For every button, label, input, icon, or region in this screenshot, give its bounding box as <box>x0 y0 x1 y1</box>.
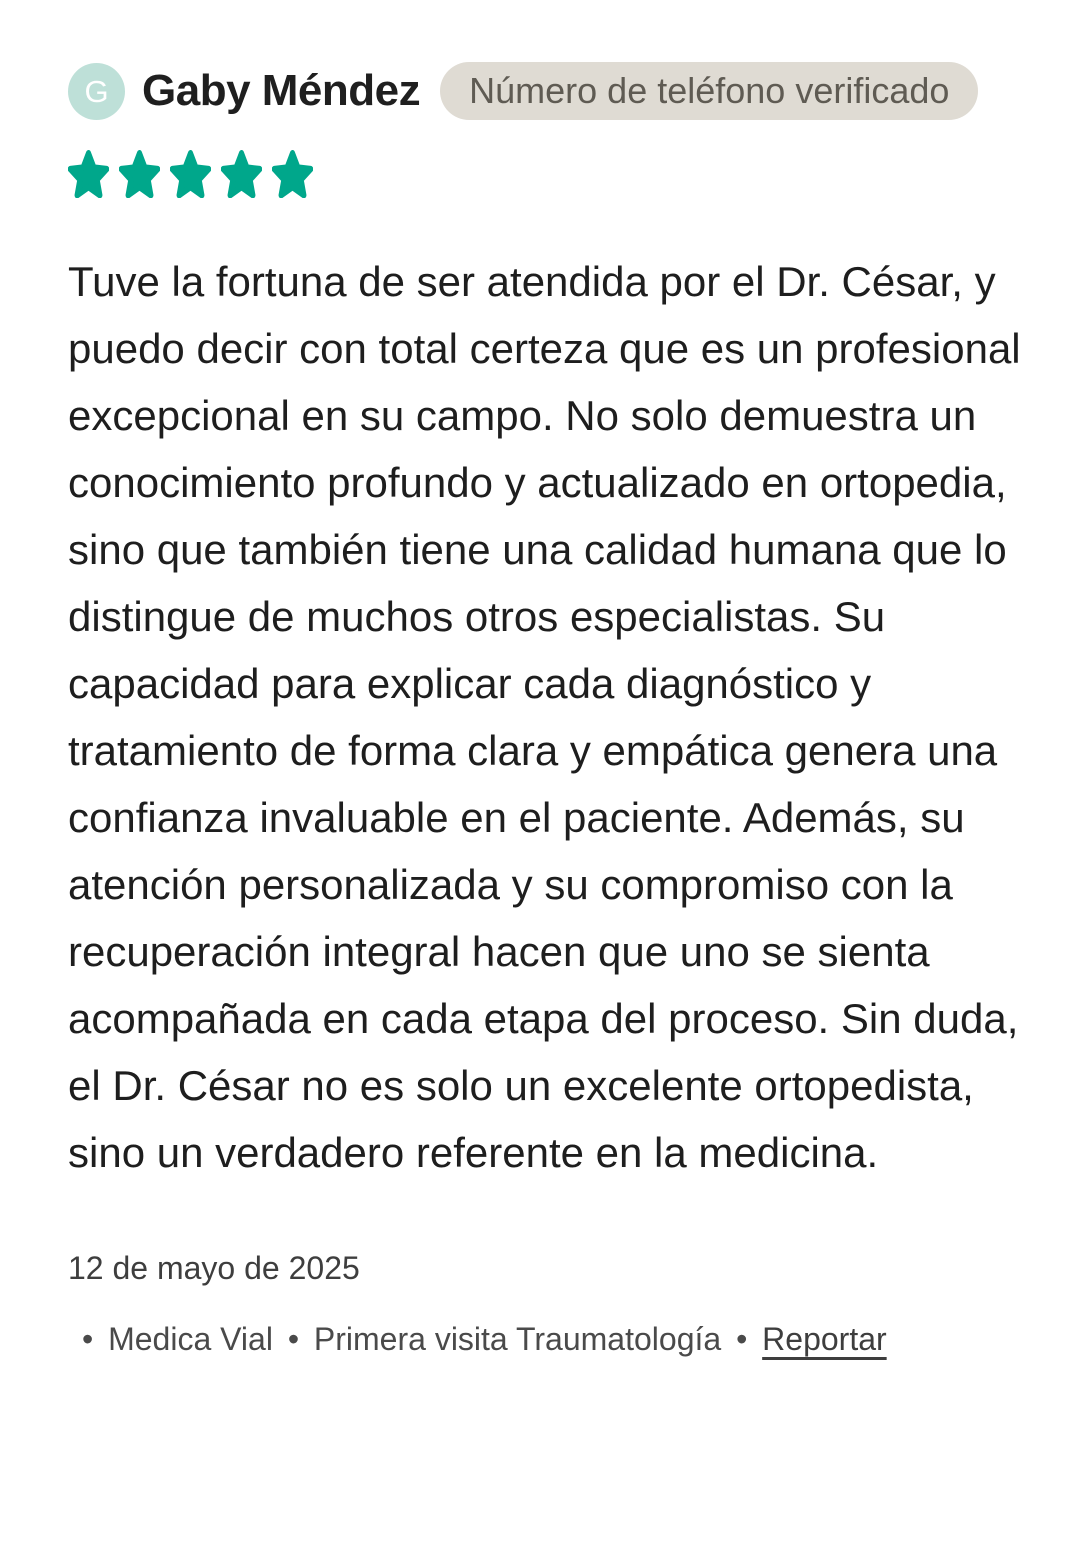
avatar-initial: G <box>84 73 109 109</box>
meta-bullet: • <box>287 1321 300 1357</box>
review-date: 12 de mayo de 2025 <box>68 1250 360 1286</box>
avatar <box>68 63 125 120</box>
visit-type: Primera visita Traumatología <box>313 1321 722 1357</box>
meta-bullet: • <box>736 1321 748 1357</box>
meta-bullet: • <box>82 1321 94 1357</box>
star-icon <box>170 150 211 198</box>
star-icon <box>272 150 313 198</box>
star-icon <box>119 150 160 198</box>
phone-verified-badge: Número de teléfono verificado <box>440 62 978 120</box>
report-link[interactable]: Reportar <box>762 1321 887 1357</box>
star-icon <box>221 150 262 198</box>
review-body-text: Tuve la fortuna de ser atendida por el Dr. César, y puedo decir con total certeza que es un profesional excepcional en su campo. No solo demuestra un conocimiento profundo y actualizado en ortopedia, sino que también tiene una calidad humana que lo distingue de muchos otros especialistas. Su capacidad para explicar cada diagnóstico y tratamiento de forma clara y empática genera una confianza invaluable en el paciente. Además, su atención personalizada y su compromiso con la recuperación integral hacen que uno se sienta acompañada en cada etapa del proceso. Sin duda, el Dr. César no es solo un excelente ortopedista, sino un verdadero referente en la medicina. <box>68 258 1021 1176</box>
review-meta <box>68 1321 1023 1358</box>
clinic-name: Medica Vial <box>108 1321 273 1357</box>
star-icon <box>68 150 109 198</box>
star-rating <box>68 150 1023 198</box>
review-header <box>68 62 1023 120</box>
author-name: Gaby Méndez <box>142 66 421 115</box>
